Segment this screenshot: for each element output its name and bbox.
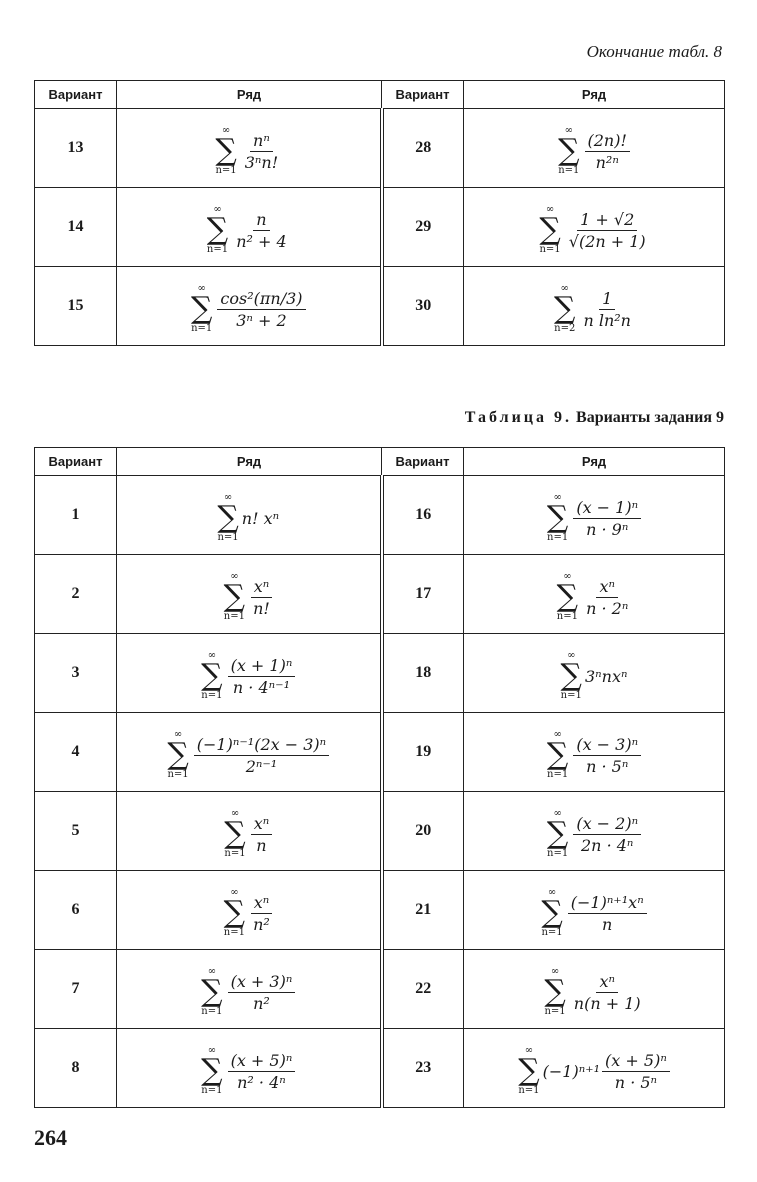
sum-upper-limit: ∞ xyxy=(553,729,562,740)
sum-lower-limit: n=1 xyxy=(217,532,239,543)
numerator: xⁿ xyxy=(596,577,618,598)
series-formula xyxy=(547,730,641,780)
sigma-icon: ∑ xyxy=(546,816,569,851)
fraction xyxy=(217,289,305,330)
sigma-sum xyxy=(207,205,228,255)
denominator: n · 5ⁿ xyxy=(586,756,629,776)
series-cell xyxy=(464,555,725,634)
sigma-sum xyxy=(539,205,560,255)
series-formula xyxy=(191,284,306,334)
fraction xyxy=(251,814,273,855)
sigma-sum xyxy=(201,967,222,1017)
series-formula xyxy=(224,572,273,622)
sigma-sum xyxy=(547,730,568,780)
numerator: (2n)! xyxy=(585,131,630,152)
sum-upper-limit: ∞ xyxy=(553,492,562,503)
sum-upper-limit: ∞ xyxy=(567,650,576,661)
fraction xyxy=(583,577,631,618)
header-series: Ряд xyxy=(117,448,382,476)
denominator: n² + 4 xyxy=(236,231,287,251)
sum-upper-limit: ∞ xyxy=(221,125,231,136)
table-row xyxy=(35,1029,725,1108)
sigma-icon: ∑ xyxy=(546,737,569,772)
table-header-row xyxy=(35,448,725,476)
fraction xyxy=(568,893,647,934)
sum-lower-limit: n=1 xyxy=(518,1085,540,1096)
sum-lower-limit: n=1 xyxy=(167,769,189,780)
denominator: n(n + 1) xyxy=(573,993,641,1013)
fraction xyxy=(566,210,649,251)
sum-lower-limit: n=1 xyxy=(206,244,229,255)
numerator: nⁿ xyxy=(250,131,273,152)
denominator: n² · 4ⁿ xyxy=(237,1072,286,1092)
fraction xyxy=(573,498,641,539)
table-row xyxy=(35,950,725,1029)
table-row xyxy=(35,713,725,792)
numerator: (−1)ⁿ⁺¹xⁿ xyxy=(568,893,647,914)
sigma-sum xyxy=(201,651,222,701)
sum-upper-limit: ∞ xyxy=(197,283,206,294)
table-row xyxy=(35,634,725,713)
denominator: n² xyxy=(253,993,270,1013)
table-9 xyxy=(34,447,725,1108)
variant-number: 16 xyxy=(382,476,464,555)
series-cell xyxy=(464,1029,725,1108)
sigma-sum xyxy=(561,651,582,701)
sum-lower-limit: n=1 xyxy=(191,323,213,334)
series-formula xyxy=(224,809,272,859)
series-formula xyxy=(518,1046,670,1096)
denominator: n · 2ⁿ xyxy=(586,598,629,618)
sigma-sum xyxy=(224,809,245,859)
header-series: Ряд xyxy=(117,81,382,109)
table-row xyxy=(35,188,725,267)
sigma-sum xyxy=(167,730,188,780)
sum-lower-limit: n=1 xyxy=(544,1006,566,1017)
page-number: 264 xyxy=(34,1125,67,1150)
sum-upper-limit: ∞ xyxy=(545,204,555,215)
denominator: 3ⁿ + 2 xyxy=(236,310,287,330)
sum-lower-limit: n=1 xyxy=(556,611,578,622)
table-row xyxy=(35,792,725,871)
sum-upper-limit: ∞ xyxy=(230,571,239,582)
denominator: 2n · 4ⁿ xyxy=(581,835,634,855)
variant-number: 18 xyxy=(382,634,464,713)
sum-upper-limit: ∞ xyxy=(564,125,573,136)
fraction xyxy=(571,972,644,1013)
table-8 xyxy=(34,80,725,346)
table9-caption xyxy=(300,409,724,427)
variant-number: 30 xyxy=(382,267,464,346)
series-cell xyxy=(464,109,725,188)
table-row xyxy=(35,476,725,555)
sum-lower-limit: n=1 xyxy=(539,244,561,255)
series-cell xyxy=(464,267,725,346)
sum-upper-limit: ∞ xyxy=(213,204,222,215)
fraction xyxy=(585,131,630,172)
sum-lower-limit: n=1 xyxy=(201,1006,223,1017)
series-formula xyxy=(201,651,295,701)
variant-number: 19 xyxy=(382,713,464,792)
sigma-sum xyxy=(544,967,565,1017)
sigma-icon: ∑ xyxy=(558,133,580,168)
sum-lower-limit: n=1 xyxy=(224,848,246,859)
fraction xyxy=(233,210,289,251)
denominator: n · 9ⁿ xyxy=(586,519,629,539)
series-cell xyxy=(464,476,725,555)
variant-number: 28 xyxy=(382,109,464,188)
header-series: Ряд xyxy=(464,81,725,109)
denominator: n²ⁿ xyxy=(595,152,619,172)
series-cell xyxy=(117,792,382,871)
table9-caption-title: Варианты задания 9 xyxy=(576,409,724,426)
numerator: xⁿ xyxy=(251,814,273,835)
series-cell xyxy=(117,713,382,792)
table-row xyxy=(35,267,725,346)
series-cell xyxy=(464,871,725,950)
variant-number: 7 xyxy=(35,950,117,1029)
numerator: xⁿ xyxy=(251,577,273,598)
term-prefix: (−1)ⁿ⁺¹ xyxy=(542,1061,601,1081)
series-cell xyxy=(117,871,382,950)
variant-number: 29 xyxy=(382,188,464,267)
numerator: (x + 3)ⁿ xyxy=(228,972,296,993)
sigma-icon: ∑ xyxy=(201,1053,223,1088)
variant-number: 22 xyxy=(382,950,464,1029)
series-cell xyxy=(117,109,382,188)
sum-upper-limit: ∞ xyxy=(524,1045,534,1056)
sigma-icon: ∑ xyxy=(560,658,582,693)
table-header-row xyxy=(35,81,725,109)
sigma-icon: ∑ xyxy=(190,291,213,326)
table-row xyxy=(35,109,725,188)
numerator: n xyxy=(253,210,269,231)
denominator: n xyxy=(602,914,613,934)
series-formula xyxy=(217,493,279,543)
header-variant: Вариант xyxy=(382,448,464,476)
series-formula xyxy=(547,493,641,543)
sigma-icon: ∑ xyxy=(217,500,239,535)
sum-lower-limit: n=1 xyxy=(223,611,245,622)
denominator: √(2n + 1) xyxy=(568,231,646,251)
numerator: (x − 2)ⁿ xyxy=(573,814,641,835)
sigma-icon: ∑ xyxy=(544,974,566,1009)
table8-caption: Окончание табл. 8 xyxy=(586,42,722,61)
sigma-sum xyxy=(215,126,236,176)
header-variant: Вариант xyxy=(382,81,464,109)
sigma-icon: ∑ xyxy=(167,737,189,772)
fraction xyxy=(250,577,273,618)
variant-number: 4 xyxy=(35,713,117,792)
sigma-icon: ∑ xyxy=(518,1053,540,1088)
series-formula xyxy=(561,651,628,701)
header-variant: Вариант xyxy=(35,81,117,109)
variant-number: 20 xyxy=(382,792,464,871)
sigma-sum xyxy=(518,1046,539,1096)
series-formula xyxy=(201,967,295,1017)
series-formula xyxy=(557,572,632,622)
series-formula xyxy=(541,888,646,938)
sigma-icon: ∑ xyxy=(556,579,579,614)
series-cell xyxy=(117,476,382,555)
fraction xyxy=(602,1051,670,1092)
numerator: (x − 3)ⁿ xyxy=(573,735,641,756)
series-cell xyxy=(464,792,725,871)
series-formula xyxy=(224,888,273,938)
sigma-icon: ∑ xyxy=(206,212,229,247)
series-cell xyxy=(117,555,382,634)
series-term: n! xⁿ xyxy=(241,508,280,528)
sum-lower-limit: n=1 xyxy=(201,690,223,701)
table-row xyxy=(35,871,725,950)
series-formula xyxy=(558,126,630,176)
sigma-sum xyxy=(217,493,238,543)
sum-upper-limit: ∞ xyxy=(207,1045,217,1056)
fraction xyxy=(573,814,641,855)
sigma-icon: ∑ xyxy=(554,291,576,326)
fraction xyxy=(228,656,296,697)
series-cell xyxy=(464,950,725,1029)
series-formula xyxy=(544,967,643,1017)
sigma-icon: ∑ xyxy=(223,579,246,614)
numerator: xⁿ xyxy=(596,972,618,993)
sigma-sum xyxy=(224,572,245,622)
numerator: (x + 5)ⁿ xyxy=(228,1051,296,1072)
denominator: n · 5ⁿ xyxy=(614,1072,658,1092)
series-formula xyxy=(167,730,329,780)
numerator: xⁿ xyxy=(251,893,273,914)
series-formula xyxy=(215,126,281,176)
variant-number: 13 xyxy=(35,109,117,188)
series-term: 3ⁿnxⁿ xyxy=(584,666,628,686)
sum-upper-limit: ∞ xyxy=(550,966,560,977)
fraction xyxy=(228,1051,296,1092)
series-cell xyxy=(117,1029,382,1108)
sum-lower-limit: n=1 xyxy=(215,165,237,176)
variant-number: 8 xyxy=(35,1029,117,1108)
table9-caption-prefix: Таблица 9. xyxy=(464,409,573,426)
variant-number: 3 xyxy=(35,634,117,713)
sigma-sum xyxy=(547,809,568,859)
sigma-sum xyxy=(191,284,212,334)
sum-upper-limit: ∞ xyxy=(560,283,569,294)
sum-upper-limit: ∞ xyxy=(553,808,562,819)
series-cell xyxy=(117,188,382,267)
fraction xyxy=(228,972,296,1013)
series-cell xyxy=(117,634,382,713)
sum-lower-limit: n=1 xyxy=(201,1085,223,1096)
sigma-sum xyxy=(558,126,579,176)
sum-upper-limit: ∞ xyxy=(563,571,572,582)
variant-number: 23 xyxy=(382,1029,464,1108)
fraction xyxy=(573,735,641,776)
sigma-sum xyxy=(554,284,575,334)
numerator: 1 xyxy=(599,289,615,310)
denominator: 3ⁿn! xyxy=(244,152,279,172)
denominator: 2ⁿ⁻¹ xyxy=(245,756,278,776)
sigma-icon: ∑ xyxy=(201,974,223,1009)
sum-upper-limit: ∞ xyxy=(173,729,183,740)
numerator: (x + 5)ⁿ xyxy=(602,1051,670,1072)
denominator: n xyxy=(256,835,267,855)
numerator: (x − 1)ⁿ xyxy=(573,498,641,519)
sum-upper-limit: ∞ xyxy=(547,887,557,898)
series-formula xyxy=(207,205,290,255)
sigma-icon: ∑ xyxy=(201,658,223,693)
fraction xyxy=(580,289,634,330)
sigma-sum xyxy=(547,493,568,543)
sigma-icon: ∑ xyxy=(215,133,237,168)
variant-number: 6 xyxy=(35,871,117,950)
variant-number: 15 xyxy=(35,267,117,346)
header-variant: Вариант xyxy=(35,448,117,476)
variant-number: 17 xyxy=(382,555,464,634)
series-cell xyxy=(464,188,725,267)
variant-number: 5 xyxy=(35,792,117,871)
sum-upper-limit: ∞ xyxy=(207,966,217,977)
sigma-icon: ∑ xyxy=(223,895,246,930)
sum-upper-limit: ∞ xyxy=(230,887,239,898)
sigma-icon: ∑ xyxy=(539,212,561,247)
variant-number: 21 xyxy=(382,871,464,950)
sigma-sum xyxy=(201,1046,222,1096)
sum-lower-limit: n=1 xyxy=(547,769,569,780)
series-formula xyxy=(554,284,634,334)
series-cell xyxy=(117,267,382,346)
sigma-icon: ∑ xyxy=(541,895,563,930)
sigma-sum xyxy=(557,572,578,622)
series-formula xyxy=(201,1046,295,1096)
numerator: cos²(πn/3) xyxy=(217,289,305,310)
header-series: Ряд xyxy=(464,448,725,476)
sum-lower-limit: n=2 xyxy=(554,323,576,334)
sum-upper-limit: ∞ xyxy=(207,650,217,661)
sigma-icon: ∑ xyxy=(224,816,246,851)
numerator: (x + 1)ⁿ xyxy=(228,656,296,677)
series-cell xyxy=(464,713,725,792)
fraction xyxy=(250,893,273,934)
variant-number: 14 xyxy=(35,188,117,267)
sum-lower-limit: n=1 xyxy=(558,165,580,176)
denominator: n ln²n xyxy=(583,310,631,330)
series-cell xyxy=(464,634,725,713)
variant-number: 1 xyxy=(35,476,117,555)
sum-upper-limit: ∞ xyxy=(230,808,240,819)
variant-number: 2 xyxy=(35,555,117,634)
fraction xyxy=(242,131,281,172)
numerator: 1 + √2 xyxy=(577,210,637,231)
sigma-sum xyxy=(224,888,245,938)
sum-lower-limit: n=1 xyxy=(223,927,245,938)
denominator: n² xyxy=(253,914,270,934)
sum-lower-limit: n=1 xyxy=(541,927,563,938)
sum-lower-limit: n=1 xyxy=(547,532,569,543)
sigma-sum xyxy=(541,888,562,938)
series-formula xyxy=(547,809,641,859)
sigma-icon: ∑ xyxy=(546,500,569,535)
sum-lower-limit: n=1 xyxy=(547,848,569,859)
fraction xyxy=(194,735,329,776)
sum-upper-limit: ∞ xyxy=(223,492,233,503)
numerator: (−1)ⁿ⁻¹(2x − 3)ⁿ xyxy=(194,735,329,756)
series-cell xyxy=(117,950,382,1029)
denominator: n! xyxy=(253,598,270,618)
series-formula xyxy=(539,205,648,255)
table-row xyxy=(35,555,725,634)
denominator: n · 4ⁿ⁻¹ xyxy=(232,677,290,697)
sum-lower-limit: n=1 xyxy=(560,690,582,701)
